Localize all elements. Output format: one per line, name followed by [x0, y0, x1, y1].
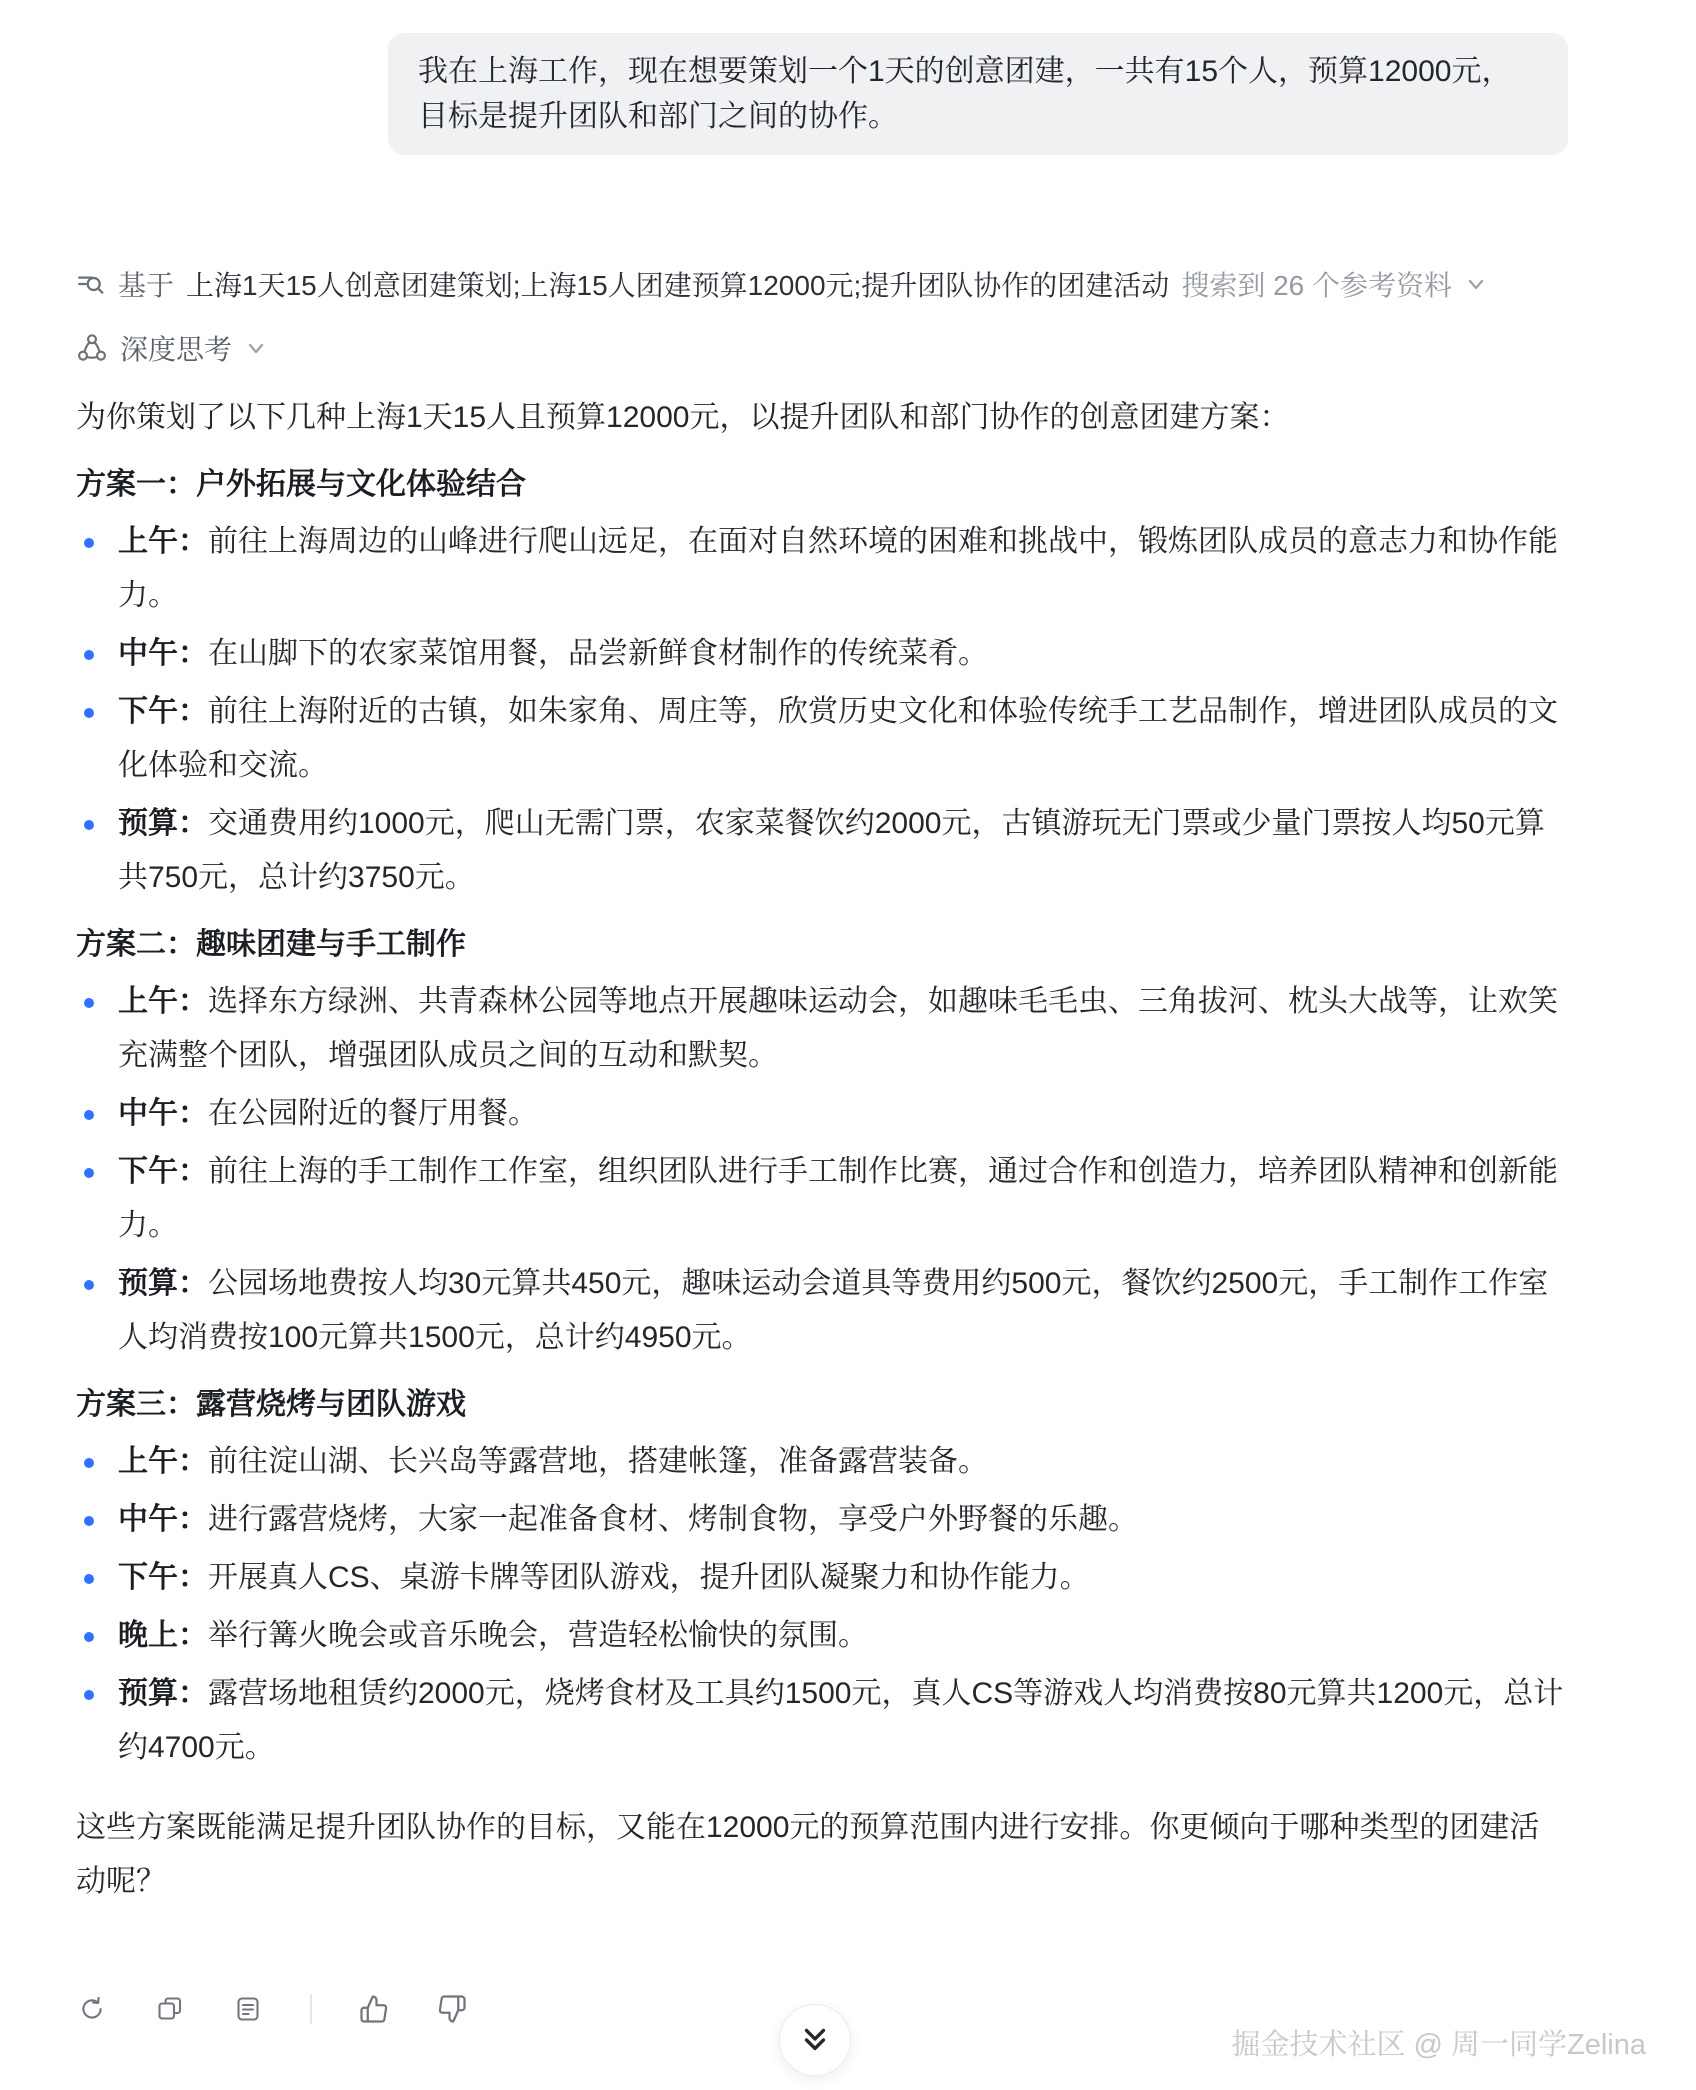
plan-list: [76, 975, 1568, 1365]
chat-content: [76, 33, 1568, 1909]
item-label: 预算：: [118, 807, 208, 840]
item-text: 公园场地费按人均30元算共450元，趣味运动会道具等费用约500元，餐饮约2500元，手工制作工作室人均消费按100元算共1500元，总计约4950元。: [118, 1267, 1549, 1354]
item-text: 开展真人CS、桌游卡牌等团队游戏，提升团队凝聚力和协作能力。: [208, 1561, 1090, 1594]
copy-button[interactable]: [154, 1993, 186, 2025]
summary-button[interactable]: [232, 1993, 264, 2025]
search-list-icon: [76, 269, 106, 299]
item-text: 露营场地租赁约2000元，烧烤食材及工具约1500元，真人CS等游戏人均消费按80元算共1200元，总计约4700元。: [118, 1677, 1564, 1764]
thumbs-up-icon: [359, 1994, 389, 2024]
chevron-down-icon[interactable]: [244, 336, 268, 360]
plan-item: [76, 1551, 1568, 1605]
item-text: 在公园附近的餐厅用餐。: [208, 1097, 538, 1130]
item-text: 选择东方绿洲、共青森林公园等地点开展趣味运动会，如趣味毛毛虫、三角拔河、枕头大战等，让欢笑充满整个团队，增强团队成员之间的互动和默契。: [118, 985, 1558, 1072]
deep-think-icon: [76, 332, 108, 364]
plan-item: [76, 1087, 1568, 1141]
plan-item: [76, 627, 1568, 681]
bullet-dot: [84, 1168, 94, 1178]
plan-title: 方案二：趣味团建与手工制作: [76, 928, 466, 961]
document-icon: [233, 1994, 263, 2024]
item-text: 举行篝火晚会或音乐晚会，营造轻松愉快的氛围。: [208, 1619, 868, 1652]
plan-list: [76, 1435, 1568, 1775]
search-query-text: 上海1天15人创意团建策划;上海15人团建预算12000元;提升团队协作的团建活动: [186, 270, 1170, 301]
item-label: 中午：: [118, 1097, 208, 1130]
bullet-dot: [84, 1110, 94, 1120]
message-toolbar: [76, 1993, 468, 2025]
plan-item: [76, 1145, 1568, 1253]
plan-item: [76, 515, 1568, 623]
item-text: 交通费用约1000元，爬山无需门票，农家菜餐饮约2000元，古镇游玩无门票或少量门票按人均50元算共750元，总计约3750元。: [118, 807, 1545, 894]
plan-list: [76, 515, 1568, 905]
deep-think-label: 深度思考: [120, 334, 233, 365]
plan-item: [76, 975, 1568, 1083]
item-text: 进行露营烧烤，大家一起准备食材、烤制食物，享受户外野餐的乐趣。: [208, 1503, 1138, 1536]
closing-paragraph: 这些方案既能满足提升团队协作的目标，又能在12000元的预算范围内进行安排。你更倾向于哪种类型的团建活动呢？: [76, 1811, 1540, 1898]
thumbs-up-button[interactable]: [358, 1993, 390, 2025]
item-text: 前往上海的手工制作工作室，组织团队进行手工制作比赛，通过合作和创造力，培养团队精神和创新能力。: [118, 1155, 1558, 1242]
deep-think-row[interactable]: [76, 327, 1568, 369]
item-label: 上午：: [118, 985, 208, 1018]
item-label: 下午：: [118, 695, 208, 728]
item-label: 晚上：: [118, 1619, 208, 1652]
copy-icon: [155, 1994, 185, 2024]
item-text: 在山脚下的农家菜馆用餐，品尝新鲜食材制作的传统菜肴。: [208, 637, 988, 670]
bullet-dot: [84, 1280, 94, 1290]
regenerate-icon: [77, 1994, 107, 2024]
thumbs-down-button[interactable]: [436, 1993, 468, 2025]
plan-item: [76, 1667, 1568, 1775]
item-label: 中午：: [118, 637, 208, 670]
item-label: 中午：: [118, 1503, 208, 1536]
search-result-count: 搜索到 26 个参考资料: [1181, 270, 1453, 301]
regenerate-button[interactable]: [76, 1993, 108, 2025]
item-text: 前往上海附近的古镇，如朱家角、周庄等，欣赏历史文化和体验传统手工艺品制作，增进团队成员的文化体验和交流。: [118, 695, 1558, 782]
thumbs-down-icon: [437, 1994, 467, 2024]
user-message-row: [76, 33, 1568, 155]
search-prefix-label: 基于: [118, 270, 175, 301]
item-label: 下午：: [118, 1155, 208, 1188]
bullet-dot: [84, 998, 94, 1008]
item-label: 上午：: [118, 1445, 208, 1478]
plan-title: 方案一：户外拓展与文化体验结合: [76, 468, 526, 501]
bullet-dot: [84, 1458, 94, 1468]
bullet-dot: [84, 1632, 94, 1642]
item-label: 预算：: [118, 1267, 208, 1300]
double-chevron-down-icon: [797, 2022, 833, 2058]
item-label: 上午：: [118, 525, 208, 558]
plan-item: [76, 1435, 1568, 1489]
watermark: 掘金技术社区 @ 周一同学Zelina: [1231, 2029, 1646, 2061]
item-label: 预算：: [118, 1677, 208, 1710]
bullet-dot: [84, 708, 94, 718]
bullet-dot: [84, 1690, 94, 1700]
plan-item: [76, 797, 1568, 905]
bullet-dot: [84, 820, 94, 830]
toolbar-divider: [310, 1994, 312, 2024]
scroll-to-bottom-button[interactable]: [779, 2004, 851, 2076]
plan-item: [76, 1493, 1568, 1547]
chevron-down-icon[interactable]: [1464, 272, 1488, 296]
user-message-bubble: 我在上海工作，现在想要策划一个1天的创意团建，一共有15个人，预算12000元，目标是提升团队和部门之间的协作。: [388, 33, 1568, 155]
answer-intro: 为你策划了以下几种上海1天15人且预算12000元，以提升团队和部门协作的创意团建方案：: [76, 401, 1290, 434]
bullet-dot: [84, 650, 94, 660]
bullet-dot: [84, 538, 94, 548]
item-text: 前往上海周边的山峰进行爬山远足，在面对自然环境的困难和挑战中，锻炼团队成员的意志力和协作能力。: [118, 525, 1558, 612]
bullet-dot: [84, 1574, 94, 1584]
plan-item: [76, 1609, 1568, 1663]
plan-title: 方案三：露营烧烤与团队游戏: [76, 1388, 466, 1421]
plan-item: [76, 685, 1568, 793]
bullet-dot: [84, 1516, 94, 1526]
search-summary-row[interactable]: [76, 263, 1568, 305]
plan-item: [76, 1257, 1568, 1365]
item-text: 前往淀山湖、长兴岛等露营地，搭建帐篷，准备露营装备。: [208, 1445, 988, 1478]
item-label: 下午：: [118, 1561, 208, 1594]
